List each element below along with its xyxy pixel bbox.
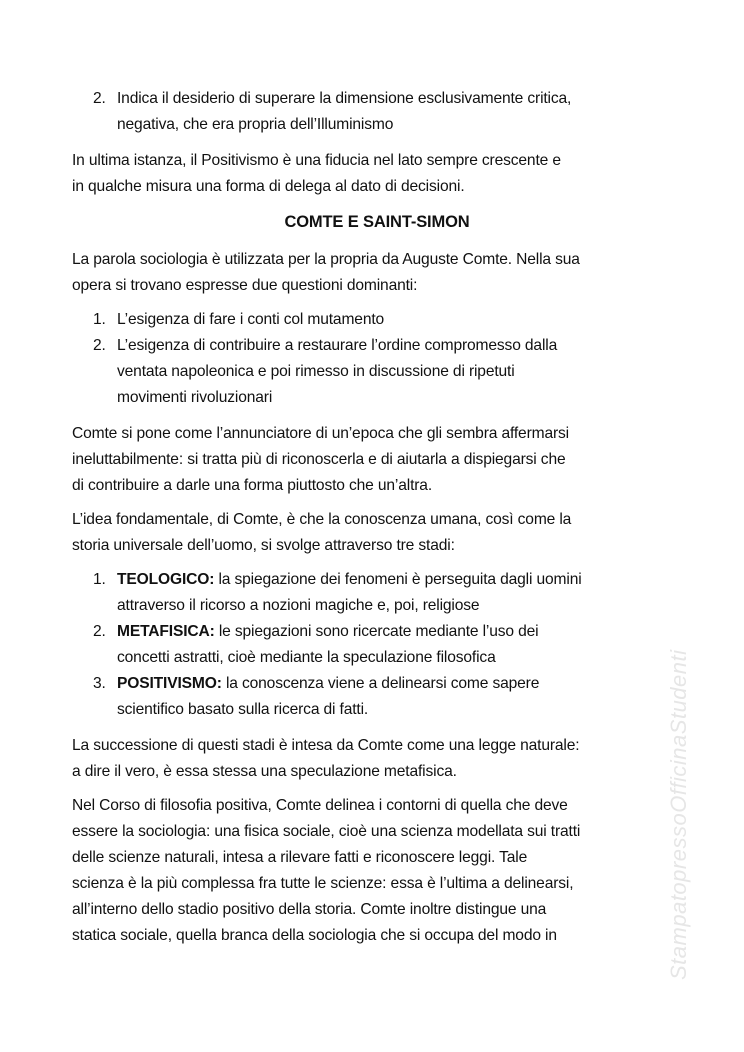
text-line: a dire il vero, è essa stessa una speculazione metafisica.: [72, 763, 457, 780]
list-number: 2.: [93, 337, 106, 354]
text-line: opera si trovano espresse due questioni dominanti:: [72, 277, 418, 294]
paragraph: [72, 507, 682, 559]
list-item: [72, 619, 682, 671]
text-line: L’esigenza di contribuire a restaurare l’ordine compromesso dalla: [117, 337, 558, 354]
text-line: di contribuire a darle una forma piuttosto che un’altra.: [72, 477, 432, 494]
list-item: [72, 671, 682, 723]
list-item: [72, 307, 682, 333]
text-line: storia universale dell’uomo, si svolge attraverso tre stadi:: [72, 537, 455, 554]
paragraph: [72, 793, 682, 949]
text-line: scienza è la più complessa fra tutte le scienze: essa è l’ultima a delinearsi,: [72, 875, 574, 892]
list-item: [72, 567, 682, 619]
text-line: statica sociale, quella branca della sociologia che si occupa del modo in: [72, 927, 557, 944]
text-line: Nel Corso di filosofia positiva, Comte delinea i contorni di quella che deve: [72, 797, 568, 814]
list-continuation: [72, 86, 682, 138]
paragraph: [72, 148, 682, 200]
stages-list: [72, 567, 682, 723]
text-line: negativa, che era propria dell’Illuminismo: [117, 116, 394, 133]
text-line: in qualche misura una forma di delega al dato di decisioni.: [72, 178, 465, 195]
paragraph: [72, 733, 682, 785]
text-line: La parola sociologia è utilizzata per la propria da Auguste Comte. Nella sua: [72, 251, 580, 268]
text-line: all’interno dello stadio positivo della storia. Comte inoltre distingue una: [72, 901, 547, 918]
stage-term: POSITIVISMO:: [117, 675, 222, 692]
text-line: delle scienze naturali, intesa a rilevare fatti e riconoscere leggi. Tale: [72, 849, 528, 866]
list-item: [72, 333, 682, 411]
section-heading: COMTE E SAINT-SIMON: [284, 213, 470, 231]
stage-term: TEOLOGICO:: [117, 571, 215, 588]
paragraph: [72, 421, 682, 499]
text-line: Indica il desiderio di superare la dimensione esclusivamente critica,: [117, 90, 572, 107]
text-line: attraverso il ricorso a nozioni magiche e, poi, religiose: [117, 597, 480, 614]
list-number: 1.: [93, 311, 106, 328]
text-line: la spiegazione dei fenomeni è perseguita dagli uomini: [214, 571, 582, 588]
watermark: StampatopressoOfficinaStudenti: [666, 649, 691, 980]
text-line: essere la sociologia: una fisica sociale, cioè una scienza modellata sui tratti: [72, 823, 581, 840]
text-line: concetti astratti, cioè mediante la speculazione filosofica: [117, 649, 496, 666]
list-number: 2.: [93, 90, 106, 107]
list-number: 3.: [93, 675, 106, 692]
text-line: La successione di questi stadi è intesa da Comte come una legge naturale:: [72, 737, 580, 754]
text-line: ineluttabilmente: si tratta più di riconoscerla e di aiutarla a dispiegarsi che: [72, 451, 566, 468]
list-number: 1.: [93, 571, 106, 588]
paragraph: [72, 247, 682, 299]
text-line: la conoscenza viene a delinearsi come sapere: [221, 675, 540, 692]
text-line: movimenti rivoluzionari: [117, 389, 273, 406]
list-item: [72, 86, 682, 138]
text-line: le spiegazioni sono ricercate mediante l’uso dei: [214, 623, 539, 640]
questions-list: [72, 307, 682, 411]
text-line: Comte si pone come l’annunciatore di un’epoca che gli sembra affermarsi: [72, 425, 569, 442]
stage-term: METAFISICA:: [117, 623, 215, 640]
text-line: scientifico basato sulla ricerca di fatti.: [117, 701, 369, 718]
text-line: ventata napoleonica e poi rimesso in discussione di ripetuti: [117, 363, 515, 380]
document-page: [72, 84, 682, 957]
text-line: In ultima istanza, il Positivismo è una fiducia nel lato sempre crescente e: [72, 152, 561, 169]
text-line: L’idea fondamentale, di Comte, è che la conoscenza umana, così come la: [72, 511, 572, 528]
text-line: L’esigenza di fare i conti col mutamento: [117, 311, 385, 328]
list-number: 2.: [93, 623, 106, 640]
